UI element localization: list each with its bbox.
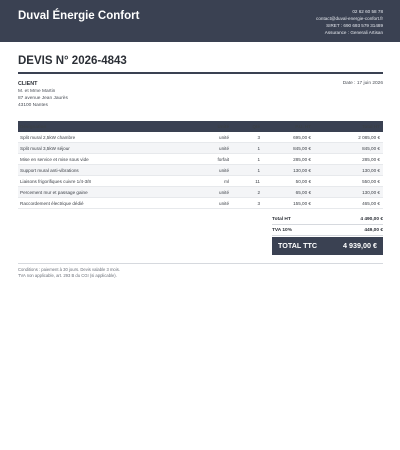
- totals-block: [272, 214, 383, 236]
- total-ttc-box: [272, 237, 383, 255]
- company-phone: 02 62 60 58 78: [352, 9, 383, 14]
- total-ht-label: Total HT: [272, 217, 291, 222]
- cell-designation: Raccordement électrique dédié: [20, 201, 84, 206]
- cell-unit: unité: [219, 146, 229, 151]
- total-ttc-label: TOTAL TTC: [278, 241, 318, 250]
- company-insurance: Assurance : Generali Artisan: [324, 30, 383, 35]
- cell-quantity: 3: [257, 135, 260, 140]
- tva-row: [272, 225, 383, 236]
- cell-unit-price: 845,00 €: [293, 146, 311, 151]
- client-heading: CLIENT: [18, 81, 38, 87]
- table-row: [18, 165, 383, 176]
- cell-designation: Liaisons frigorifiques cuivre 1/4-3/8: [20, 179, 91, 184]
- table-row: [18, 154, 383, 165]
- client-name: M. et Mme Martin: [18, 89, 56, 94]
- column-header-quantity: Qté: [252, 124, 260, 129]
- cell-designation: Support mural anti-vibrations: [20, 168, 79, 173]
- total-ht-value: 4 490,00 €: [360, 217, 383, 222]
- cell-quantity: 1: [257, 168, 260, 173]
- column-header-designation: Désignation: [20, 124, 47, 129]
- table-row: [18, 198, 383, 209]
- cell-unit-price: 50,00 €: [295, 179, 311, 184]
- cell-unit: unité: [219, 168, 229, 173]
- table-row: [18, 187, 383, 198]
- quote-date: Date : 17 juin 2026: [342, 81, 383, 86]
- cell-unit: unité: [219, 190, 229, 195]
- client-block: [18, 80, 68, 109]
- company-siret: SIRET : 690 693 579 31489: [326, 23, 383, 28]
- cell-quantity: 1: [257, 146, 260, 151]
- table-row: [18, 132, 383, 143]
- cell-total: 845,00 €: [362, 146, 380, 151]
- company-brand: Duval Énergie Confort: [18, 10, 140, 22]
- cell-designation: Split mural 3,5kW séjour: [20, 146, 70, 151]
- company-details: [316, 8, 383, 36]
- cell-total: 130,00 €: [362, 168, 380, 173]
- table-row: [18, 176, 383, 187]
- cell-total: 2 085,00 €: [358, 135, 380, 140]
- total-ttc-value: 4 939,00 €: [343, 241, 377, 250]
- quote-title: DEVIS N° 2026-4843: [18, 55, 127, 67]
- cell-unit-price: 695,00 €: [293, 135, 311, 140]
- cell-quantity: 3: [257, 201, 260, 206]
- column-header-unit-price: P.U. HT: [295, 124, 311, 129]
- tva-label: TVA 10%: [272, 228, 292, 233]
- cell-quantity: 11: [255, 179, 260, 184]
- cell-unit: ml: [224, 179, 229, 184]
- cell-total: 465,00 €: [362, 201, 380, 206]
- title-divider: [18, 72, 383, 74]
- tva-value: 449,00 €: [364, 228, 383, 233]
- cell-quantity: 1: [257, 157, 260, 162]
- header-bar: [0, 0, 400, 42]
- footer-vat-note: TVA non applicable, art. 293 B du CGI (si applicable).: [18, 273, 117, 279]
- cell-total: 130,00 €: [362, 190, 380, 195]
- total-ht-row: [272, 214, 383, 225]
- cell-designation: Split mural 2,5kW chambre: [20, 135, 76, 140]
- cell-unit-price: 155,00 €: [293, 201, 311, 206]
- column-header-total: Total HT: [361, 124, 380, 129]
- table-row: [18, 143, 383, 154]
- company-email: contact@duval-energie-confort.fr: [316, 16, 383, 21]
- footer-notes: [18, 267, 120, 279]
- line-items-table: [18, 121, 383, 209]
- cell-unit-price: 130,00 €: [293, 168, 311, 173]
- footer-conditions: Conditions : paiement à 30 jours. Devis valable 3 mois.: [18, 267, 120, 272]
- footer-divider: [18, 263, 383, 264]
- cell-quantity: 2: [257, 190, 260, 195]
- table-header-row: [18, 121, 383, 132]
- cell-designation: Mise en service et mise sous vide: [20, 157, 89, 162]
- cell-unit: unité: [219, 135, 229, 140]
- cell-unit-price: 65,00 €: [295, 190, 311, 195]
- cell-unit: unité: [219, 201, 229, 206]
- column-header-unit: Unité: [217, 124, 229, 129]
- cell-total: 285,00 €: [362, 157, 380, 162]
- client-address-city: 43100 Nantes: [18, 103, 48, 108]
- cell-unit: forfait: [217, 157, 229, 162]
- cell-total: 550,00 €: [362, 179, 380, 184]
- cell-designation: Percement mur et passage gaine: [20, 190, 88, 195]
- cell-unit-price: 285,00 €: [293, 157, 311, 162]
- client-address-street: 87 avenue Jean Jaurès: [18, 96, 68, 101]
